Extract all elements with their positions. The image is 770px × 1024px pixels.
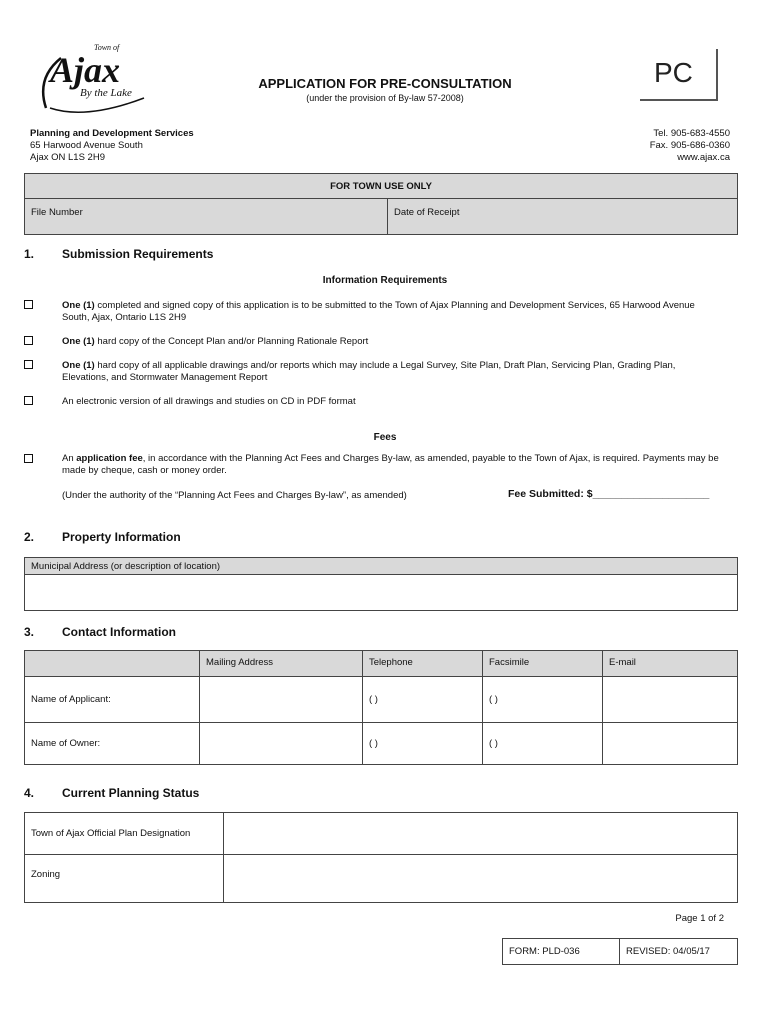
owner-fax-field[interactable]: ( ): [483, 723, 603, 765]
office-web: www.ajax.ca: [677, 152, 730, 163]
req-item-3-text: hard copy of all applicable drawings and/or reports which may include a Legal Survey, Site Plan, Draft Plan, Servicing Plan, Grading Plan, Elevations, and Stormwater Management Report: [62, 360, 676, 383]
dept-name: Planning and Development Services: [30, 128, 194, 139]
office-fax: Fax. 905-686-0360: [649, 140, 730, 151]
header-facsimile: Facsimile: [483, 651, 603, 677]
town-use-table: [24, 173, 738, 235]
header-email: E-mail: [603, 651, 738, 677]
req-item-2: [62, 336, 722, 348]
office-contact: [650, 128, 730, 164]
req-item-2-bold: One (1): [62, 336, 95, 347]
req-item-2-text: hard copy of the Concept Plan and/or Planning Rationale Report: [94, 336, 369, 347]
revised-date: REVISED: 04/05/17: [620, 939, 738, 965]
form-code: PC: [654, 57, 693, 88]
req-item-4: [62, 396, 722, 408]
office-address: [30, 128, 194, 164]
info-requirements-heading: Information Requirements: [322, 275, 448, 286]
req-item-1-text: completed and signed copy of this application is to be submitted to the Town of Ajax Planning and Development Services, 65 Harwood Avenue South, Ajax, Ontario L1S 2H9: [62, 300, 695, 323]
fee-text: , in accordance with the Planning Act Fees and Charges By-law, as amended, payable to the Town of Ajax, is required. Payments may be made by cheque, cash or money order.: [62, 453, 719, 476]
req-item-1: [62, 300, 722, 324]
checkbox-req-3[interactable]: [24, 360, 33, 369]
section-4-number: 4.: [24, 786, 35, 800]
section-3-title: Contact Information: [62, 625, 176, 639]
town-use-header: FOR TOWN USE ONLY: [25, 174, 738, 199]
zoning-label: Zoning: [25, 855, 224, 903]
fee-submitted-field[interactable]: Fee Submitted: $____________________: [508, 488, 710, 500]
req-item-4-text: An electronic version of all drawings and studies on CD in PDF format: [62, 396, 356, 407]
section-2-title: Property Information: [62, 530, 181, 544]
section-1-title: Submission Requirements: [62, 247, 214, 261]
page-title: APPLICATION FOR PRE-CONSULTATION: [258, 76, 512, 91]
contact-table: [24, 650, 738, 765]
section-3-number: 3.: [24, 625, 35, 639]
fees-heading: Fees: [373, 432, 397, 443]
applicant-mailing-field[interactable]: [200, 677, 363, 723]
owner-label: Name of Owner:: [25, 723, 200, 765]
applicant-tel-field[interactable]: ( ): [363, 677, 483, 723]
header-mailing: Mailing Address: [200, 651, 363, 677]
fee-item: [62, 453, 722, 477]
applicant-label: Name of Applicant:: [25, 677, 200, 723]
op-designation-label: Town of Ajax Official Plan Designation: [25, 813, 224, 855]
page-number: Page 1 of 2: [675, 913, 724, 924]
fee-bold: application fee: [76, 453, 143, 464]
date-receipt-field[interactable]: Date of Receipt: [388, 199, 738, 235]
section-1-number: 1.: [24, 247, 35, 261]
municipal-address-field[interactable]: [25, 575, 738, 611]
checkbox-fee[interactable]: [24, 454, 33, 463]
form-number: FORM: PLD-036: [503, 939, 620, 965]
address-line-1: 65 Harwood Avenue South: [30, 140, 143, 151]
checkbox-req-1[interactable]: [24, 300, 33, 309]
contact-header-blank: [25, 651, 200, 677]
page-subtitle: (under the provision of By-law 57-2008): [306, 93, 464, 103]
section-2-number: 2.: [24, 530, 35, 544]
checkbox-req-2[interactable]: [24, 336, 33, 345]
req-item-3-bold: One (1): [62, 360, 95, 371]
address-line-2: Ajax ON L1S 2H9: [30, 152, 105, 163]
file-number-field[interactable]: File Number: [25, 199, 388, 235]
property-table: [24, 557, 738, 611]
form-info-table: [502, 938, 738, 965]
req-item-3: [62, 360, 722, 384]
logo-town-of: Town of: [94, 43, 120, 52]
fee-pre: An: [62, 453, 77, 464]
owner-tel-field[interactable]: ( ): [363, 723, 483, 765]
applicant-email-field[interactable]: [603, 677, 738, 723]
op-designation-field[interactable]: [224, 813, 738, 855]
office-tel: Tel. 905-683-4550: [653, 128, 730, 139]
checkbox-req-4[interactable]: [24, 396, 33, 405]
logo-tagline: By the Lake: [80, 87, 132, 99]
section-4-title: Current Planning Status: [62, 786, 200, 800]
owner-mailing-field[interactable]: [200, 723, 363, 765]
planning-status-table: [24, 812, 738, 903]
header-telephone: Telephone: [363, 651, 483, 677]
fee-authority: (Under the authority of the “Planning Act Fees and Charges By-law”, as amended): [62, 490, 407, 501]
owner-email-field[interactable]: [603, 723, 738, 765]
municipal-address-label: Municipal Address (or description of location): [25, 558, 738, 575]
req-item-1-bold: One (1): [62, 300, 95, 311]
zoning-field[interactable]: [224, 855, 738, 903]
logo-wordmark: Ajax: [50, 50, 121, 90]
applicant-fax-field[interactable]: ( ): [483, 677, 603, 723]
